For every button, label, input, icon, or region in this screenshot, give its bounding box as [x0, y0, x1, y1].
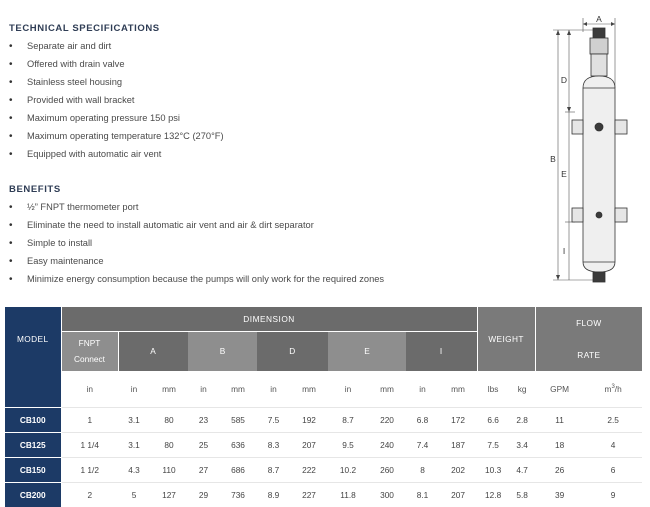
bullet-icon: •	[9, 217, 27, 235]
unit-cell: in	[118, 371, 150, 408]
bullet-icon: •	[9, 74, 27, 92]
table-cell: 9	[584, 483, 642, 507]
table-cell: 3.1	[118, 433, 150, 458]
label-a: A	[596, 14, 602, 24]
list-item: • Minimize energy consumption because the pumps will only work for the required zones	[9, 270, 384, 288]
table-cell: 3.4	[509, 433, 535, 458]
table-cell: 6.6	[477, 408, 509, 433]
model-cell: CB125	[5, 433, 61, 458]
table-cell: 7.5	[477, 433, 509, 458]
table-cell: 1 1/2	[61, 458, 118, 483]
list-item: • Offered with drain valve	[9, 55, 224, 73]
bullet-icon: •	[9, 56, 27, 74]
table-cell: 2.8	[509, 408, 535, 433]
table-cell: 686	[219, 458, 257, 483]
list-item: • Eliminate the need to install automatic air vent and air & dirt separator	[9, 216, 384, 234]
table-cell: 80	[150, 408, 188, 433]
bullet-icon: •	[9, 199, 27, 217]
unit-cell: mm	[219, 371, 257, 408]
outlet-port	[615, 120, 627, 134]
table-cell: 10.2	[328, 458, 368, 483]
table-cell: 8.7	[257, 458, 290, 483]
air-vent-cap	[593, 28, 605, 38]
column-header-d: D	[257, 331, 328, 371]
table-cell: 8	[406, 458, 439, 483]
table-row	[5, 408, 642, 433]
table-cell: 1	[61, 408, 118, 433]
units-row	[5, 371, 642, 408]
column-header-i: I	[406, 331, 477, 371]
bullet-icon: •	[9, 128, 27, 146]
unit-cell: in	[257, 371, 290, 408]
table-cell: 6	[584, 458, 642, 483]
table-cell: 7.4	[406, 433, 439, 458]
label-i: I	[563, 246, 565, 256]
table-cell: 2.5	[584, 408, 642, 433]
table-cell: 8.3	[257, 433, 290, 458]
table-cell: 127	[150, 483, 188, 507]
specifications-table	[5, 307, 642, 507]
table-cell: 222	[290, 458, 328, 483]
table-cell: 10.3	[477, 458, 509, 483]
bullet-icon: •	[9, 92, 27, 110]
vessel-body	[583, 76, 615, 272]
bullet-icon: •	[9, 253, 27, 271]
table-cell: 192	[290, 408, 328, 433]
bullet-icon: •	[9, 146, 27, 164]
column-header-weight: WEIGHT	[477, 307, 535, 371]
table-cell: 25	[188, 433, 219, 458]
table-cell: 7.5	[257, 408, 290, 433]
table-cell: 207	[290, 433, 328, 458]
table-cell: 585	[219, 408, 257, 433]
unit-cell: in	[61, 371, 118, 408]
list-item: • ½” FNPT thermometer port	[9, 198, 384, 216]
list-item: • Simple to install	[9, 234, 384, 252]
bullet-icon: •	[9, 271, 27, 289]
air-vent-body	[590, 38, 608, 54]
table-row	[5, 433, 642, 458]
label-b: B	[550, 154, 556, 164]
unit-cell: kg	[509, 371, 535, 408]
inlet-port	[572, 120, 583, 134]
table-cell: 6.8	[406, 408, 439, 433]
table-cell: 5	[118, 483, 150, 507]
benefits-list	[9, 198, 384, 288]
label-e: E	[561, 169, 567, 179]
table-cell: 3.1	[118, 408, 150, 433]
table-cell: 202	[439, 458, 477, 483]
model-cell: CB200	[5, 483, 61, 507]
table-cell: 8.7	[328, 408, 368, 433]
unit-cell: mm	[439, 371, 477, 408]
column-header-a: A	[118, 331, 188, 371]
table-cell: 8.9	[257, 483, 290, 507]
table-cell: 5.8	[509, 483, 535, 507]
table-cell: 18	[535, 433, 584, 458]
table-cell: 11.8	[328, 483, 368, 507]
column-header-fnpt: FNPT Connect	[61, 331, 118, 371]
column-header-model: MODEL	[5, 307, 61, 371]
table-cell: 80	[150, 433, 188, 458]
table-cell: 1 1/4	[61, 433, 118, 458]
table-cell: 39	[535, 483, 584, 507]
column-header-flow-rate: FLOW RATE	[535, 307, 642, 371]
drain-valve	[593, 272, 605, 282]
bullet-icon: •	[9, 110, 27, 128]
benefits-title: BENEFITS	[9, 184, 61, 195]
column-header-b: B	[188, 331, 257, 371]
table-cell: 9.5	[328, 433, 368, 458]
table-row	[5, 483, 642, 507]
unit-cell: mm	[150, 371, 188, 408]
table-row	[5, 458, 642, 483]
separator-dimension-diagram	[545, 10, 645, 300]
thermometer-port	[595, 123, 603, 131]
table-cell: 23	[188, 408, 219, 433]
table-cell: 12.8	[477, 483, 509, 507]
list-item: • Maximum operating pressure 150 psi	[9, 109, 224, 127]
list-item: • Equipped with automatic air vent	[9, 145, 224, 163]
unit-cell: mm	[368, 371, 406, 408]
label-d: D	[561, 75, 567, 85]
model-cell: CB150	[5, 458, 61, 483]
bullet-icon: •	[9, 235, 27, 253]
table-cell: 187	[439, 433, 477, 458]
unit-cell: $m^3/h$	[584, 371, 642, 408]
table-cell: 227	[290, 483, 328, 507]
table-cell: 8.1	[406, 483, 439, 507]
bullet-icon: •	[9, 38, 27, 56]
list-item: • Provided with wall bracket	[9, 91, 224, 109]
list-item: • Maximum operating temperature 132°C (270°F)	[9, 127, 224, 145]
unit-cell: lbs	[477, 371, 509, 408]
table-cell: 26	[535, 458, 584, 483]
table-cell: 27	[188, 458, 219, 483]
table-cell: 207	[439, 483, 477, 507]
technical-specifications-title: TECHNICAL SPECIFICATIONS	[9, 23, 160, 34]
table-cell: 2	[61, 483, 118, 507]
column-header-e: E	[328, 331, 406, 371]
model-cell: CB100	[5, 408, 61, 433]
table-cell: 110	[150, 458, 188, 483]
list-item: • Easy maintenance	[9, 252, 384, 270]
list-item: • Separate air and dirt	[9, 37, 224, 55]
table-cell: 300	[368, 483, 406, 507]
table-cell: 240	[368, 433, 406, 458]
table-cell: 220	[368, 408, 406, 433]
unit-cell: in	[406, 371, 439, 408]
table-cell: 4	[584, 433, 642, 458]
table-cell: 11	[535, 408, 584, 433]
table-cell: 636	[219, 433, 257, 458]
unit-cell: in	[188, 371, 219, 408]
unit-cell: mm	[290, 371, 328, 408]
table-cell: 736	[219, 483, 257, 507]
column-header-dimension: DIMENSION	[61, 307, 477, 331]
table-cell: 29	[188, 483, 219, 507]
table-cell: 4.7	[509, 458, 535, 483]
lower-port-right	[615, 208, 627, 222]
list-item: • Stainless steel housing	[9, 73, 224, 91]
lower-port-left	[572, 208, 583, 222]
technical-specifications-list	[9, 37, 224, 163]
table-cell: 172	[439, 408, 477, 433]
table-cell: 4.3	[118, 458, 150, 483]
unit-cell: GPM	[535, 371, 584, 408]
table-cell: 260	[368, 458, 406, 483]
unit-cell: in	[328, 371, 368, 408]
